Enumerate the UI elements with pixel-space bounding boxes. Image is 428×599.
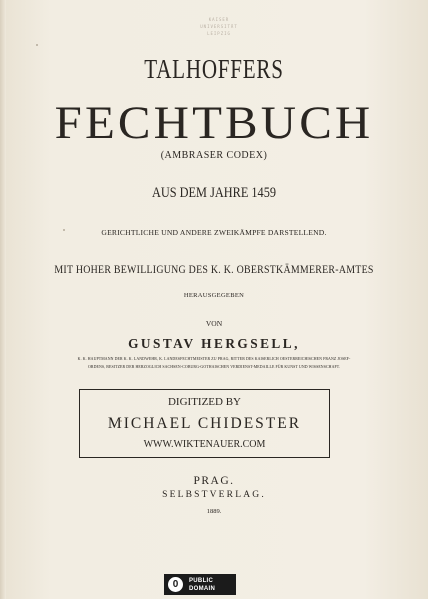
badge-line-2: DOMAIN [189,585,216,592]
imprint-city: PRAG. [193,475,235,487]
codex-subtitle: (AMBRASER CODEX) [160,150,268,161]
library-stamp [184,16,254,37]
permission-line: MIT HOHER BEWILLIGUNG DES K. K. OBERSTKÄMMERER-AMTES [54,264,374,276]
digitized-by-box [79,389,330,458]
von-label: VON [205,319,223,328]
stamp-line: LEIPZIG [207,31,231,36]
public-domain-badge[interactable] [164,574,236,595]
title-line-1: TALHOFFERS [144,54,284,84]
stamp-line: KAISER [208,17,230,22]
main-title: FECHTBUCH [54,97,374,149]
digitized-by-label: DIGITIZED BY [167,396,241,408]
public-domain-label [189,578,233,593]
editor-name: GUSTAV HERGSELL, [128,337,300,352]
stamp-line: UNIVERSITÄT [200,24,238,29]
paper-speck [36,44,38,46]
editor-credentials-line-1: K. K. HAUPTMANN DER K. K. LANDWEHR, K. LANDESFECHTMEISTER ZU PRAG, RITTER DES KAISERLICH OESTERREICHISCHEN FRANZ JOSEF- [77,357,351,361]
digitizer-name: MICHAEL CHIDESTER [107,415,302,432]
imprint-year: 1889. [206,508,222,515]
public-domain-icon: 0 [168,577,183,592]
badge-line-1: PUBLIC [189,578,214,584]
year-line: AUS DEM JAHRE 1459 [151,185,277,201]
wiktenauer-url: WWW.WIKTENAUER.COM [143,439,266,450]
editor-credentials-line-2: ORDENS, BESITZER DER HERZOGLICH SACHSEN-COBURG-GOTHAISCHEN VERDIENST-MEDAILLE FÜR KUNST UND WISSENSCHAFT. [87,365,341,369]
subject-line: GERICHTLICHE UND ANDERE ZWEIKÄMPFE DARSTELLEND. [101,228,327,237]
imprint-publisher: SELBSTVERLAG. [162,490,266,500]
herausgegeben-label: HERAUSGEGEBEN [183,292,245,299]
